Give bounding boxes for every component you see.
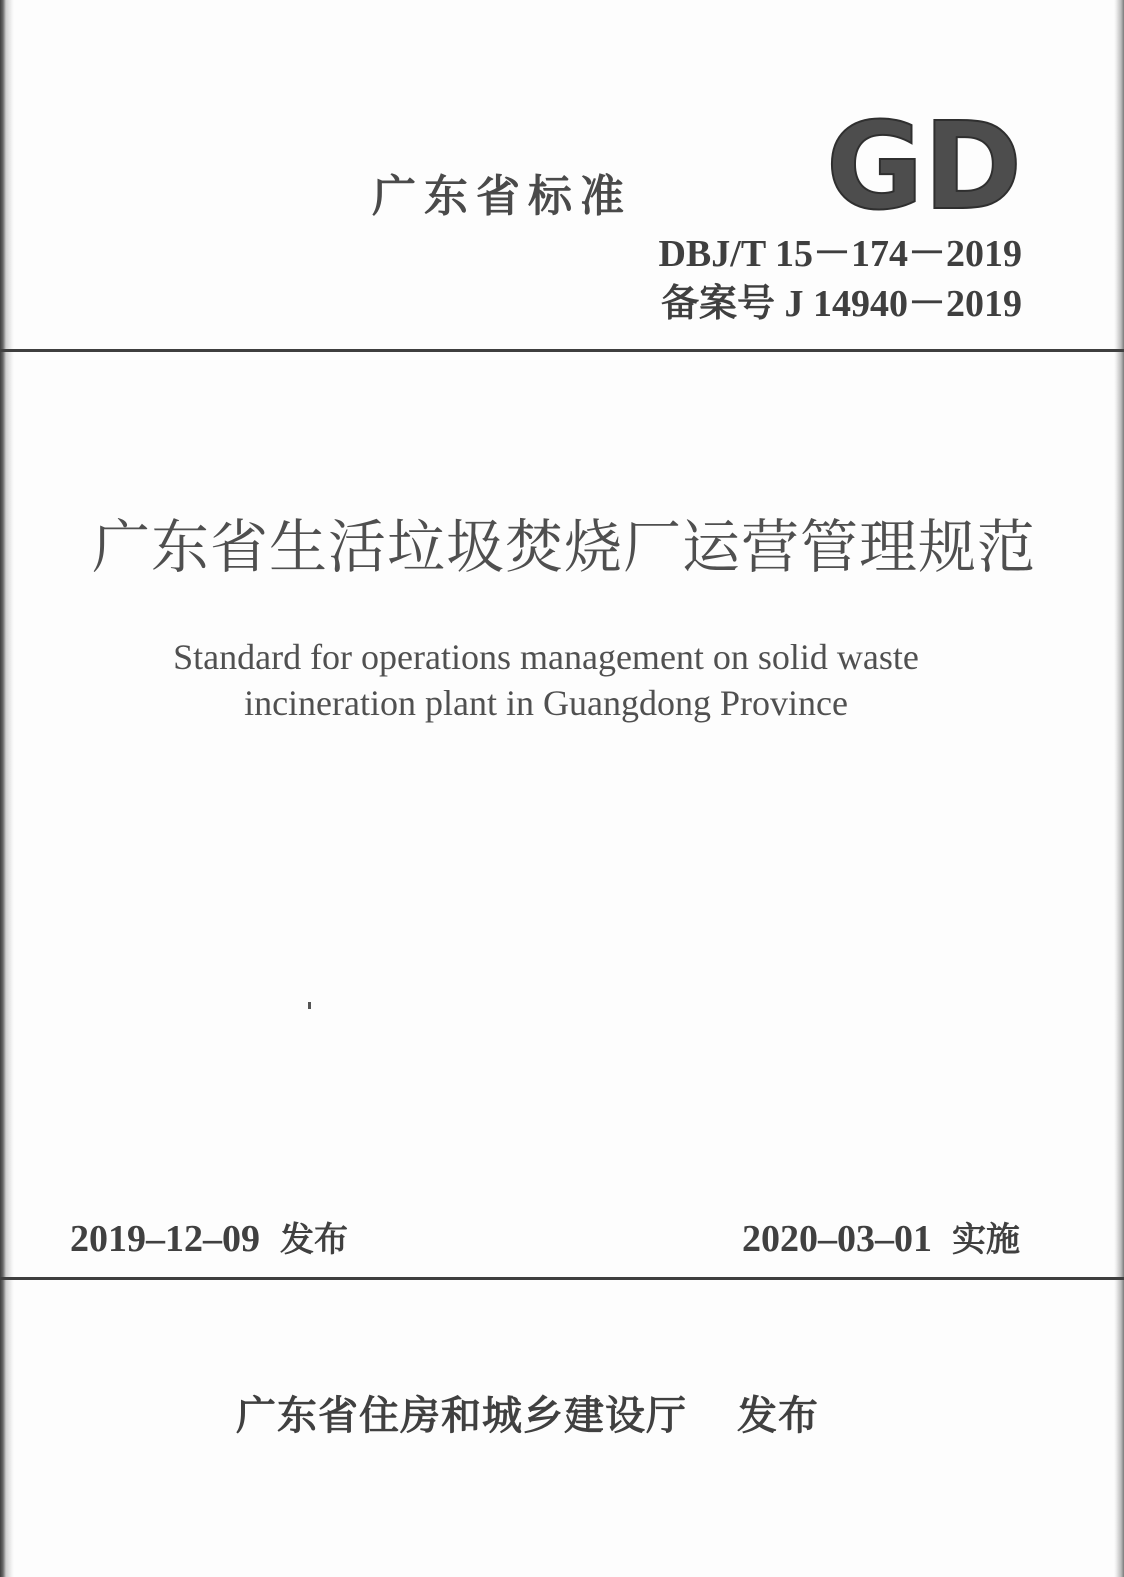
issue-label: 发布 bbox=[280, 1220, 348, 1260]
scan-speck bbox=[308, 1002, 311, 1009]
title-english-line2: incineration plant in Guangdong Province bbox=[244, 683, 848, 723]
standard-code: DBJ/T 15－174－2019 bbox=[658, 233, 1022, 275]
bottom-divider bbox=[0, 1277, 1124, 1280]
issue-date-block bbox=[70, 1212, 348, 1261]
gd-logo bbox=[824, 110, 1024, 215]
title-chinese: 广东省生活垃圾焚烧厂运营管理规范 bbox=[92, 513, 1037, 581]
publisher-action: 发布 bbox=[737, 1393, 819, 1439]
record-number: 备案号 J 14940－2019 bbox=[660, 283, 1022, 325]
scan-edge-left bbox=[0, 0, 14, 1577]
title-english-line1: Standard for operations management on solid waste bbox=[173, 637, 919, 677]
implementation-date-block bbox=[742, 1212, 1020, 1261]
implementation-label: 实施 bbox=[952, 1220, 1020, 1260]
top-divider bbox=[0, 349, 1124, 352]
standard-category: 广东省标准 bbox=[372, 171, 632, 222]
issue-date: 2019–12–09 bbox=[70, 1218, 260, 1260]
implementation-date: 2020–03–01 bbox=[742, 1218, 932, 1260]
publisher-block bbox=[236, 1384, 819, 1441]
scan-edge-right bbox=[1114, 0, 1124, 1577]
gd-logo-text: GD bbox=[826, 110, 1022, 215]
publisher-name: 广东省住房和城乡建设厅 bbox=[236, 1393, 687, 1439]
